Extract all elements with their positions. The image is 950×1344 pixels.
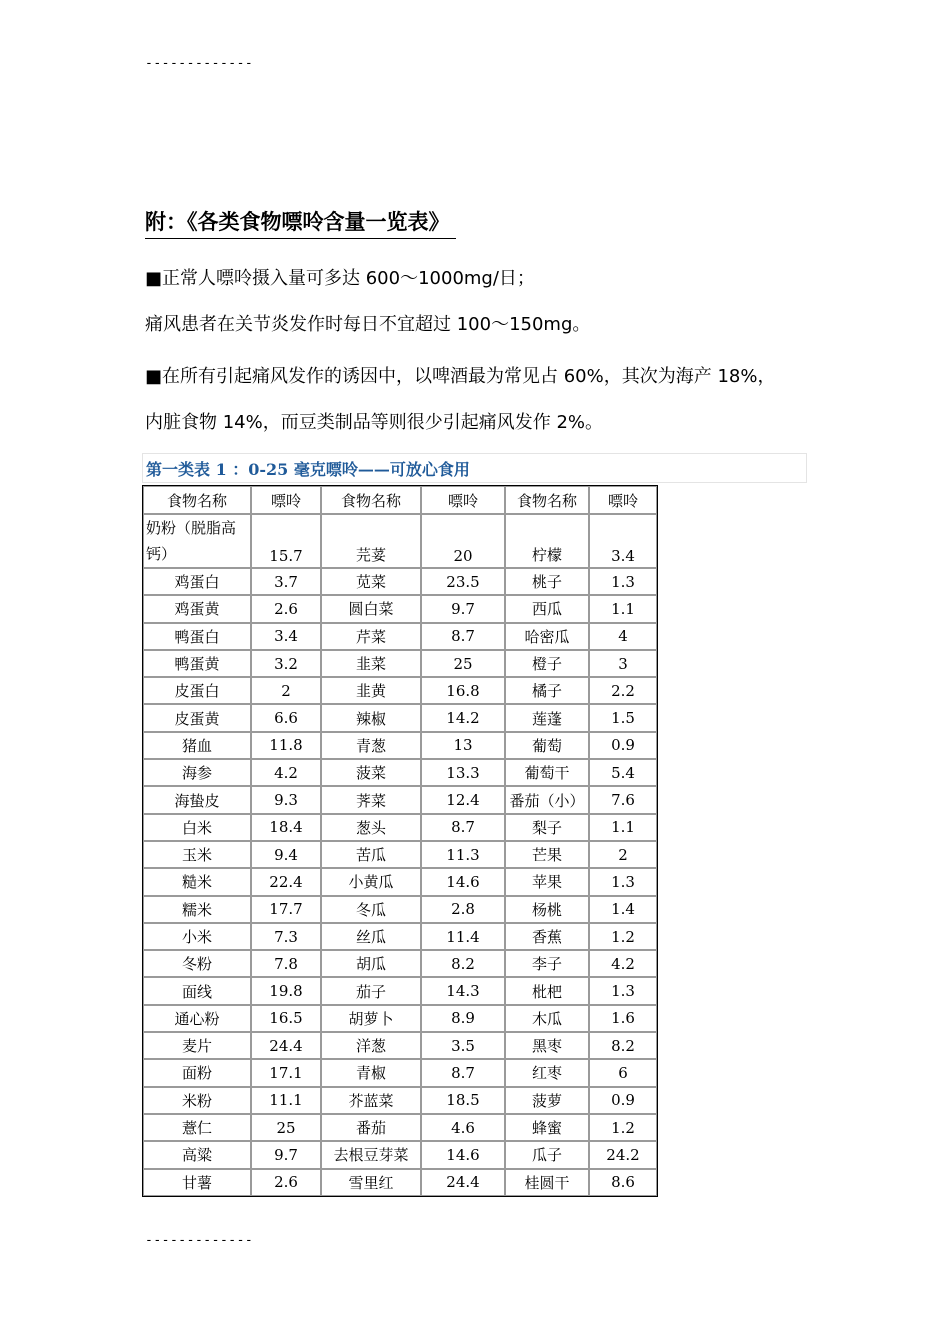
purine-value-cell: 13 xyxy=(421,732,505,759)
food-name-cell: 芥蓝菜 xyxy=(321,1087,421,1114)
purine-value-cell: 1.2 xyxy=(589,923,657,950)
table-row xyxy=(143,977,657,1004)
food-name-cell: 薏仁 xyxy=(143,1114,251,1141)
purine-value-cell: 18.5 xyxy=(421,1087,505,1114)
purine-value-cell: 2 xyxy=(251,677,321,704)
food-name-cell: 糯米 xyxy=(143,896,251,923)
purine-value-cell: 2.2 xyxy=(589,677,657,704)
food-name-cell: 茄子 xyxy=(321,977,421,1004)
purine-value-cell: 24.2 xyxy=(589,1141,657,1168)
purine-value-cell: 14.6 xyxy=(421,868,505,895)
purine-value-cell: 11.3 xyxy=(421,841,505,868)
food-name-cell: 芹菜 xyxy=(321,623,421,650)
purine-value-cell: 11.1 xyxy=(251,1087,321,1114)
table-row xyxy=(143,650,657,677)
purine-value-cell: 14.3 xyxy=(421,977,505,1004)
food-name-cell: 葡萄 xyxy=(505,732,589,759)
purine-value-cell: 3.7 xyxy=(251,568,321,595)
purine-table xyxy=(142,485,658,1197)
food-name-cell: 韭菜 xyxy=(321,650,421,677)
purine-value-cell: 9.4 xyxy=(251,841,321,868)
food-name-cell: 番茄 xyxy=(321,1114,421,1141)
purine-value-cell: 16.8 xyxy=(421,677,505,704)
purine-value-cell: 7.6 xyxy=(589,786,657,813)
food-name-cell: 米粉 xyxy=(143,1087,251,1114)
food-name-cell: 红枣 xyxy=(505,1059,589,1086)
food-name-cell: 去根豆芽菜 xyxy=(321,1141,421,1168)
food-name-cell: 冬粉 xyxy=(143,950,251,977)
food-name-cell: 皮蛋黄 xyxy=(143,704,251,731)
purine-value-cell: 1.6 xyxy=(589,1005,657,1032)
food-name-cell: 青葱 xyxy=(321,732,421,759)
food-name-cell: 葱头 xyxy=(321,814,421,841)
table-row xyxy=(143,868,657,895)
food-name-cell: 芒果 xyxy=(505,841,589,868)
table-row xyxy=(143,1114,657,1141)
food-name-cell: 圆白菜 xyxy=(321,595,421,622)
food-name-cell: 杨桃 xyxy=(505,896,589,923)
purine-value-cell: 2.6 xyxy=(251,595,321,622)
purine-value-cell: 1.3 xyxy=(589,977,657,1004)
paragraph-triggers-cont: 内脏食物 14%，而豆类制品等则很少引起痛风发作 2%。 xyxy=(145,412,604,433)
purine-value-cell: 2.8 xyxy=(421,896,505,923)
food-name-cell: 西瓜 xyxy=(505,595,589,622)
purine-value-cell: 8.9 xyxy=(421,1005,505,1032)
page-separator-bottom: ------------- xyxy=(145,1233,254,1248)
purine-value-cell: 9.7 xyxy=(421,595,505,622)
food-name-cell: 小黄瓜 xyxy=(321,868,421,895)
food-name-cell: 香蕉 xyxy=(505,923,589,950)
purine-value-cell: 4.6 xyxy=(421,1114,505,1141)
table-header-row xyxy=(143,486,657,514)
food-name-cell: 白米 xyxy=(143,814,251,841)
purine-value-cell: 3.4 xyxy=(589,514,657,568)
purine-value-cell: 4.2 xyxy=(251,759,321,786)
food-name-cell: 蜂蜜 xyxy=(505,1114,589,1141)
food-name-cell: 胡萝卜 xyxy=(321,1005,421,1032)
food-name-cell: 菠菜 xyxy=(321,759,421,786)
food-name-cell: 皮蛋白 xyxy=(143,677,251,704)
food-name-cell: 柠檬 xyxy=(505,514,589,568)
food-name-cell: 葡萄干 xyxy=(505,759,589,786)
purine-value-cell: 24.4 xyxy=(251,1032,321,1059)
food-name-cell: 黑枣 xyxy=(505,1032,589,1059)
table-row xyxy=(143,1059,657,1086)
table-row xyxy=(143,923,657,950)
purine-value-cell: 3.5 xyxy=(421,1032,505,1059)
table-row xyxy=(143,1169,657,1196)
food-name-cell: 胡瓜 xyxy=(321,950,421,977)
food-name-cell: 桃子 xyxy=(505,568,589,595)
food-name-cell: 芫荽 xyxy=(321,514,421,568)
purine-value-cell: 8.2 xyxy=(421,950,505,977)
table-row xyxy=(143,704,657,731)
table-row xyxy=(143,786,657,813)
food-name-cell: 奶粉（脱脂高钙） xyxy=(143,514,251,568)
purine-value-cell: 8.2 xyxy=(589,1032,657,1059)
purine-value-cell: 7.8 xyxy=(251,950,321,977)
food-name-cell: 海参 xyxy=(143,759,251,786)
food-name-cell: 韭黄 xyxy=(321,677,421,704)
food-name-cell: 玉米 xyxy=(143,841,251,868)
paragraph-gout-limit: 痛风患者在关节炎发作时每日不宜超过 100～150mg。 xyxy=(145,314,591,335)
paragraph-intake: ■正常人嘌呤摄入量可多达 600～1000mg/日； xyxy=(145,268,535,289)
purine-value-cell: 17.1 xyxy=(251,1059,321,1086)
food-name-cell: 瓜子 xyxy=(505,1141,589,1168)
food-name-cell: 苹果 xyxy=(505,868,589,895)
purine-value-cell: 8.7 xyxy=(421,814,505,841)
food-name-cell: 猪血 xyxy=(143,732,251,759)
purine-value-cell: 1.1 xyxy=(589,595,657,622)
purine-value-cell: 8.7 xyxy=(421,623,505,650)
purine-value-cell: 8.7 xyxy=(421,1059,505,1086)
purine-value-cell: 6.6 xyxy=(251,704,321,731)
food-name-cell: 青椒 xyxy=(321,1059,421,1086)
header-cell: 嘌呤 xyxy=(251,486,321,514)
purine-value-cell: 12.4 xyxy=(421,786,505,813)
header-cell: 食物名称 xyxy=(143,486,251,514)
purine-value-cell: 18.4 xyxy=(251,814,321,841)
purine-value-cell: 15.7 xyxy=(251,514,321,568)
food-name-cell: 苦瓜 xyxy=(321,841,421,868)
food-name-cell: 小米 xyxy=(143,923,251,950)
food-name-cell: 海蛰皮 xyxy=(143,786,251,813)
food-name-cell: 哈密瓜 xyxy=(505,623,589,650)
page-separator-top: ------------- xyxy=(145,56,254,71)
purine-value-cell: 9.7 xyxy=(251,1141,321,1168)
purine-value-cell: 14.2 xyxy=(421,704,505,731)
purine-value-cell: 9.3 xyxy=(251,786,321,813)
food-name-cell: 洋葱 xyxy=(321,1032,421,1059)
food-name-cell: 面粉 xyxy=(143,1059,251,1086)
purine-value-cell: 23.5 xyxy=(421,568,505,595)
food-name-cell: 苋菜 xyxy=(321,568,421,595)
food-name-cell: 鸡蛋白 xyxy=(143,568,251,595)
food-name-cell: 梨子 xyxy=(505,814,589,841)
purine-value-cell: 25 xyxy=(421,650,505,677)
purine-value-cell: 7.3 xyxy=(251,923,321,950)
food-name-cell: 莲蓬 xyxy=(505,704,589,731)
purine-value-cell: 6 xyxy=(589,1059,657,1086)
purine-value-cell: 20 xyxy=(421,514,505,568)
table-row xyxy=(143,677,657,704)
purine-value-cell: 22.4 xyxy=(251,868,321,895)
purine-value-cell: 14.6 xyxy=(421,1141,505,1168)
purine-value-cell: 0.9 xyxy=(589,1087,657,1114)
food-name-cell: 橘子 xyxy=(505,677,589,704)
paragraph-triggers: ■在所有引起痛风发作的诱因中，以啤酒最为常见占 60%，其次为海产 18%， xyxy=(145,366,776,387)
food-name-cell: 橙子 xyxy=(505,650,589,677)
purine-value-cell: 3.4 xyxy=(251,623,321,650)
food-name-cell: 甘薯 xyxy=(143,1169,251,1196)
purine-value-cell: 1.3 xyxy=(589,868,657,895)
food-name-cell: 菠萝 xyxy=(505,1087,589,1114)
page-heading: 附：《各类食物嘌呤含量一览表》 xyxy=(145,206,456,239)
table-row xyxy=(143,568,657,595)
purine-value-cell: 2 xyxy=(589,841,657,868)
food-name-cell: 丝瓜 xyxy=(321,923,421,950)
purine-value-cell: 17.7 xyxy=(251,896,321,923)
table-caption: 第一类表 1 ：0-25 毫克嘌呤——可放心食用 xyxy=(142,453,807,483)
purine-value-cell: 1.3 xyxy=(589,568,657,595)
purine-value-cell: 11.8 xyxy=(251,732,321,759)
food-name-cell: 辣椒 xyxy=(321,704,421,731)
table-row xyxy=(143,514,657,568)
table-row xyxy=(143,1005,657,1032)
food-name-cell: 麦片 xyxy=(143,1032,251,1059)
purine-value-cell: 8.6 xyxy=(589,1169,657,1196)
header-cell: 嘌呤 xyxy=(421,486,505,514)
table-row xyxy=(143,841,657,868)
food-name-cell: 木瓜 xyxy=(505,1005,589,1032)
food-name-cell: 李子 xyxy=(505,950,589,977)
header-cell: 食物名称 xyxy=(505,486,589,514)
purine-value-cell: 19.8 xyxy=(251,977,321,1004)
food-name-cell: 番茄（小） xyxy=(505,786,589,813)
table-row xyxy=(143,732,657,759)
food-name-cell: 鸭蛋黄 xyxy=(143,650,251,677)
purine-value-cell: 3 xyxy=(589,650,657,677)
purine-value-cell: 1.1 xyxy=(589,814,657,841)
purine-value-cell: 0.9 xyxy=(589,732,657,759)
food-name-cell: 鸡蛋黄 xyxy=(143,595,251,622)
purine-value-cell: 25 xyxy=(251,1114,321,1141)
purine-value-cell: 16.5 xyxy=(251,1005,321,1032)
purine-value-cell: 1.5 xyxy=(589,704,657,731)
table-row xyxy=(143,759,657,786)
food-name-cell: 面线 xyxy=(143,977,251,1004)
food-name-cell: 桂圆干 xyxy=(505,1169,589,1196)
table-row xyxy=(143,623,657,650)
header-cell: 食物名称 xyxy=(321,486,421,514)
table-row xyxy=(143,1087,657,1114)
table-row xyxy=(143,896,657,923)
table-row xyxy=(143,1032,657,1059)
food-name-cell: 枇杷 xyxy=(505,977,589,1004)
table-row xyxy=(143,595,657,622)
table-row xyxy=(143,1141,657,1168)
purine-value-cell: 5.4 xyxy=(589,759,657,786)
purine-value-cell: 4.2 xyxy=(589,950,657,977)
purine-value-cell: 2.6 xyxy=(251,1169,321,1196)
purine-value-cell: 11.4 xyxy=(421,923,505,950)
header-cell: 嘌呤 xyxy=(589,486,657,514)
food-name-cell: 鸭蛋白 xyxy=(143,623,251,650)
food-name-cell: 糙米 xyxy=(143,868,251,895)
food-name-cell: 高粱 xyxy=(143,1141,251,1168)
purine-value-cell: 13.3 xyxy=(421,759,505,786)
food-name-cell: 通心粉 xyxy=(143,1005,251,1032)
purine-value-cell: 1.4 xyxy=(589,896,657,923)
purine-value-cell: 4 xyxy=(589,623,657,650)
table-row xyxy=(143,814,657,841)
table-row xyxy=(143,950,657,977)
food-name-cell: 冬瓜 xyxy=(321,896,421,923)
food-name-cell: 荠菜 xyxy=(321,786,421,813)
food-name-cell: 雪里红 xyxy=(321,1169,421,1196)
purine-value-cell: 24.4 xyxy=(421,1169,505,1196)
purine-value-cell: 1.2 xyxy=(589,1114,657,1141)
purine-value-cell: 3.2 xyxy=(251,650,321,677)
